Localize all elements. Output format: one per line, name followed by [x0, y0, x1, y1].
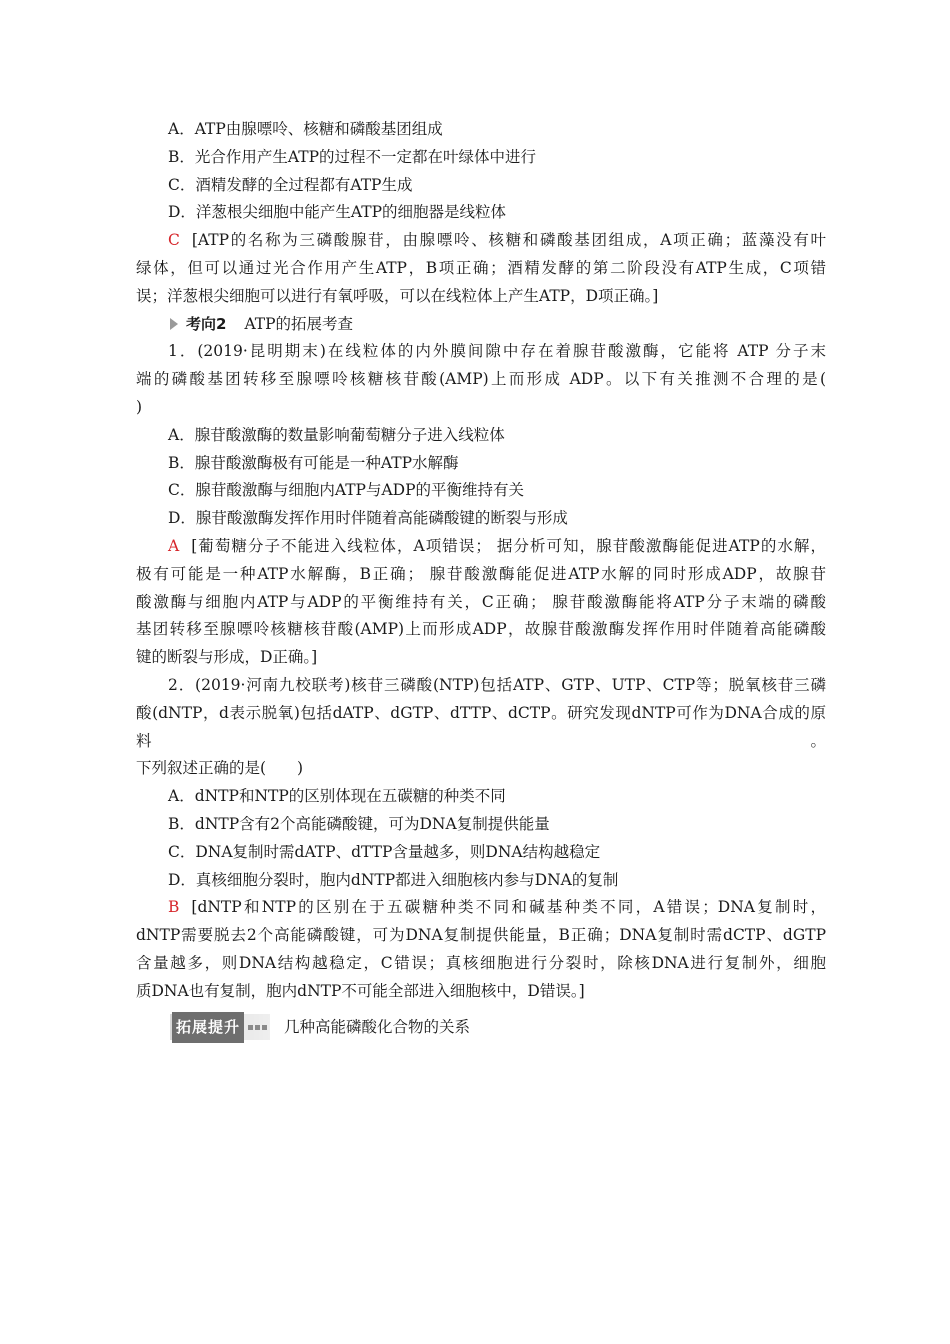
question-stem: 下列叙述正确的是( ) [136, 759, 304, 778]
explanation-text: 基团转移至腺嘌呤核糖核苷酸(AMP)上而形成ADP，故腺苷酸激酶发挥作用时伴随着高能磷酸 [136, 620, 826, 639]
explanation-text: [葡萄糖分子不能进入线粒体，A项错误； 据分析可知，腺苷酸激酶能促进ATP的水解， [191, 536, 826, 555]
option-b: B．dNTP含有2个高能磷酸键，可为DNA复制提供能量 [168, 814, 550, 833]
extend-banner-label: 拓展提升 [172, 1012, 244, 1044]
explanation-text: 键的断裂与形成，D正确。] [136, 648, 318, 667]
answer-explanation-line [136, 533, 826, 561]
extend-title: 几种高能磷酸化合物的关系 [284, 1017, 471, 1036]
section-title: ATP的拓展考查 [244, 314, 354, 333]
explanation-text: 误；洋葱根尖细胞可以进行有氧呼吸，可以在线粒体上产生ATP，D项正确。] [136, 286, 659, 305]
explanation-text: 含量越多，则DNA结构越稳定，C错误；真核细胞进行分裂时，除核DNA进行复制外，细胞 [136, 953, 826, 972]
answer-letter: B [168, 898, 180, 917]
triangle-marker-icon [170, 318, 178, 330]
explanation-text: 质DNA也有复制，胞内dNTP不可能全部进入细胞核中，D错误。] [136, 981, 585, 1000]
question-stem: 2．(2019·河南九校联考)核苷三磷酸(NTP)包括ATP、GTP、UTP、CTP等；脱氧核苷三磷 [168, 675, 826, 694]
option-d: D．洋葱根尖细胞中能产生ATP的细胞器是线粒体 [168, 203, 507, 222]
question-stem: 1．(2019·昆明期末)在线粒体的内外膜间隙中存在着腺苷酸激酶，它能将 ATP 分子末 [168, 342, 826, 361]
answer-explanation-line [136, 227, 826, 255]
banner-dots-icon [248, 1025, 267, 1030]
extend-banner [170, 1014, 270, 1040]
option-b: B．光合作用产生ATP的过程不一定都在叶绿体中进行 [168, 147, 537, 166]
section-label: 考向2 [186, 314, 227, 333]
question-stem: 酸(dNTP，d表示脱氧)包括dATP、dGTP、dTTP、dCTP。研究发现dNTP可作为DNA合成的原料。 [136, 703, 826, 750]
explanation-text: 极有可能是一种ATP水解酶，B正确； 腺苷酸激酶能促进ATP水解的同时形成ADP，故腺苷 [136, 564, 826, 583]
question-stem: 端的磷酸基团转移至腺嘌呤核糖核苷酸(AMP)上而形成 ADP。以下有关推测不合理的是( [136, 370, 826, 389]
question-stem: ) [136, 397, 143, 416]
document-page [136, 116, 826, 1041]
option-a: A．dNTP和NTP的区别体现在五碳糖的种类不同 [168, 787, 506, 806]
section-heading [136, 311, 826, 339]
option-c: C．酒精发酵的全过程都有ATP生成 [168, 175, 413, 194]
option-d: D．真核细胞分裂时，胞内dNTP都进入细胞核内参与DNA的复制 [168, 870, 619, 889]
answer-explanation-line [136, 894, 826, 922]
option-a: A．腺苷酸激酶的数量影响葡萄糖分子进入线粒体 [168, 425, 505, 444]
answer-letter: A [168, 536, 180, 555]
extend-section-heading [136, 1014, 826, 1042]
explanation-text: 酸激酶与细胞内ATP与ADP的平衡维持有关，C正确； 腺苷酸激酶能将ATP分子末端的磷酸 [136, 592, 826, 611]
explanation-text: [dNTP和NTP的区别在于五碳糖种类不同和碱基种类不同，A错误；DNA复制时， [191, 898, 826, 917]
option-b: B．腺苷酸激酶极有可能是一种ATP水解酶 [168, 453, 459, 472]
explanation-text: 绿体，但可以通过光合作用产生ATP，B项正确；酒精发酵的第二阶段没有ATP生成，C项错 [136, 258, 826, 277]
explanation-text: dNTP需要脱去2个高能磷酸键，可为DNA复制提供能量，B正确；DNA复制时需dCTP、dGTP [136, 926, 826, 945]
explanation-text: [ATP的名称为三磷酸腺苷，由腺嘌呤、核糖和磷酸基团组成，A项正确；蓝藻没有叶 [191, 231, 826, 250]
option-a: A．ATP由腺嘌呤、核糖和磷酸基团组成 [168, 120, 443, 138]
option-c: C．腺苷酸激酶与细胞内ATP与ADP的平衡维持有关 [168, 481, 525, 500]
answer-letter: C [168, 231, 180, 250]
option-c: C．DNA复制时需dATP、dTTP含量越多，则DNA结构越稳定 [168, 842, 601, 861]
option-d: D．腺苷酸激酶发挥作用时伴随着高能磷酸键的断裂与形成 [168, 509, 568, 528]
